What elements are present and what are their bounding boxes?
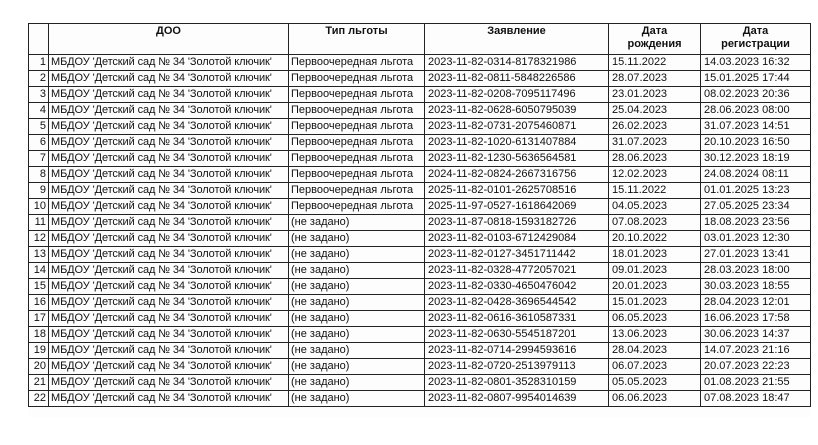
benefit-cell: Первоочередная льгота xyxy=(289,55,425,71)
header-doo: ДОО xyxy=(49,24,289,55)
birth-date-cell: 04.05.2023 xyxy=(609,199,701,215)
birth-date-cell: 25.04.2023 xyxy=(609,103,701,119)
row-number: 17 xyxy=(29,311,49,327)
doo-cell: МБДОУ 'Детский сад № 34 'Золотой ключик' xyxy=(49,55,289,71)
benefit-cell: Первоочередная льгота xyxy=(289,87,425,103)
birth-date-cell: 06.06.2023 xyxy=(609,391,701,407)
registration-date-cell: 15.01.2025 17:44 xyxy=(701,71,811,87)
registration-date-cell: 08.02.2023 20:36 xyxy=(701,87,811,103)
doo-cell: МБДОУ 'Детский сад № 34 'Золотой ключик' xyxy=(49,151,289,167)
doo-cell: МБДОУ 'Детский сад № 34 'Золотой ключик' xyxy=(49,263,289,279)
application-cell: 2025-11-82-0101-2625708516 xyxy=(425,183,609,199)
registration-date-cell: 01.08.2023 21:55 xyxy=(701,375,811,391)
application-cell: 2023-11-82-0616-3610587331 xyxy=(425,311,609,327)
registration-date-cell: 28.06.2023 08:00 xyxy=(701,103,811,119)
doo-cell: МБДОУ 'Детский сад № 34 'Золотой ключик' xyxy=(49,343,289,359)
registration-date-cell: 30.12.2023 18:19 xyxy=(701,151,811,167)
table-row xyxy=(29,103,811,119)
row-number: 4 xyxy=(29,103,49,119)
application-cell: 2023-11-82-0328-4772057021 xyxy=(425,263,609,279)
table-row xyxy=(29,343,811,359)
registration-date-cell: 28.03.2023 18:00 xyxy=(701,263,811,279)
registration-date-cell: 18.08.2023 23:56 xyxy=(701,215,811,231)
row-number: 20 xyxy=(29,359,49,375)
birth-date-cell: 18.01.2023 xyxy=(609,247,701,263)
doo-cell: МБДОУ 'Детский сад № 34 'Золотой ключик' xyxy=(49,183,289,199)
registration-date-cell: 14.07.2023 21:16 xyxy=(701,343,811,359)
application-cell: 2023-11-82-0807-9954014639 xyxy=(425,391,609,407)
registration-date-cell: 01.01.2025 13:23 xyxy=(701,183,811,199)
header-registration-date xyxy=(701,24,811,55)
row-number: 6 xyxy=(29,135,49,151)
doo-cell: МБДОУ 'Детский сад № 34 'Золотой ключик' xyxy=(49,215,289,231)
table-row xyxy=(29,71,811,87)
doo-cell: МБДОУ 'Детский сад № 34 'Золотой ключик' xyxy=(49,327,289,343)
registration-date-cell: 07.08.2023 18:47 xyxy=(701,391,811,407)
benefit-cell: (не задано) xyxy=(289,215,425,231)
birth-date-cell: 09.01.2023 xyxy=(609,263,701,279)
doo-cell: МБДОУ 'Детский сад № 34 'Золотой ключик' xyxy=(49,391,289,407)
application-cell: 2023-11-82-0811-5848226586 xyxy=(425,71,609,87)
birth-date-cell: 20.01.2023 xyxy=(609,279,701,295)
birth-date-cell: 06.07.2023 xyxy=(609,359,701,375)
application-cell: 2023-11-82-0714-2994593616 xyxy=(425,343,609,359)
doo-cell: МБДОУ 'Детский сад № 34 'Золотой ключик' xyxy=(49,135,289,151)
birth-date-cell: 20.10.2022 xyxy=(609,231,701,247)
benefit-cell: Первоочередная льгота xyxy=(289,71,425,87)
table-row xyxy=(29,135,811,151)
application-cell: 2023-11-82-0630-5545187201 xyxy=(425,327,609,343)
table-row xyxy=(29,247,811,263)
row-number: 21 xyxy=(29,375,49,391)
doo-cell: МБДОУ 'Детский сад № 34 'Золотой ключик' xyxy=(49,375,289,391)
header-application: Заявление xyxy=(425,24,609,55)
table-row xyxy=(29,279,811,295)
application-cell: 2023-11-82-1230-5636564581 xyxy=(425,151,609,167)
birth-date-cell: 15.11.2022 xyxy=(609,183,701,199)
birth-date-cell: 13.06.2023 xyxy=(609,327,701,343)
table-row xyxy=(29,391,811,407)
benefit-cell: Первоочередная льгота xyxy=(289,167,425,183)
doo-cell: МБДОУ 'Детский сад № 34 'Золотой ключик' xyxy=(49,199,289,215)
birth-date-cell: 28.04.2023 xyxy=(609,343,701,359)
registration-date-cell: 27.05.2025 23:34 xyxy=(701,199,811,215)
birth-date-cell: 31.07.2023 xyxy=(609,135,701,151)
row-number: 2 xyxy=(29,71,49,87)
table-row xyxy=(29,263,811,279)
application-cell: 2024-11-82-0824-2667316756 xyxy=(425,167,609,183)
row-number: 22 xyxy=(29,391,49,407)
row-number: 5 xyxy=(29,119,49,135)
birth-date-cell: 06.05.2023 xyxy=(609,311,701,327)
row-number: 3 xyxy=(29,87,49,103)
row-number: 8 xyxy=(29,167,49,183)
application-cell: 2023-11-87-0818-1593182726 xyxy=(425,215,609,231)
application-cell: 2023-11-82-0330-4650476042 xyxy=(425,279,609,295)
application-cell: 2023-11-82-0208-7095117496 xyxy=(425,87,609,103)
birth-date-cell: 15.11.2022 xyxy=(609,55,701,71)
queue-table xyxy=(28,23,811,407)
benefit-cell: (не задано) xyxy=(289,375,425,391)
header-birth-line2: рождения xyxy=(627,38,682,50)
doo-cell: МБДОУ 'Детский сад № 34 'Золотой ключик' xyxy=(49,71,289,87)
birth-date-cell: 12.02.2023 xyxy=(609,167,701,183)
benefit-cell: Первоочередная льгота xyxy=(289,151,425,167)
benefit-cell: (не задано) xyxy=(289,231,425,247)
header-birth-line1: Дата xyxy=(641,25,668,37)
benefit-cell: Первоочередная льгота xyxy=(289,103,425,119)
registration-date-cell: 03.01.2023 12:30 xyxy=(701,231,811,247)
birth-date-cell: 07.08.2023 xyxy=(609,215,701,231)
application-cell: 2023-11-82-1020-6131407884 xyxy=(425,135,609,151)
table-row xyxy=(29,119,811,135)
row-number: 13 xyxy=(29,247,49,263)
table-row xyxy=(29,311,811,327)
table-row xyxy=(29,183,811,199)
header-benefit: Тип льготы xyxy=(289,24,425,55)
row-number: 18 xyxy=(29,327,49,343)
benefit-cell: (не задано) xyxy=(289,343,425,359)
row-number: 10 xyxy=(29,199,49,215)
benefit-cell: (не задано) xyxy=(289,279,425,295)
table-row xyxy=(29,55,811,71)
row-number: 1 xyxy=(29,55,49,71)
benefit-cell: (не задано) xyxy=(289,295,425,311)
application-cell: 2023-11-82-0731-2075460871 xyxy=(425,119,609,135)
registration-date-cell: 30.06.2023 14:37 xyxy=(701,327,811,343)
doo-cell: МБДОУ 'Детский сад № 34 'Золотой ключик' xyxy=(49,247,289,263)
table-row xyxy=(29,199,811,215)
benefit-cell: (не задано) xyxy=(289,247,425,263)
registration-date-cell: 16.06.2023 17:58 xyxy=(701,311,811,327)
table-row xyxy=(29,87,811,103)
benefit-cell: Первоочередная льгота xyxy=(289,119,425,135)
table-header-row xyxy=(29,24,811,55)
birth-date-cell: 28.07.2023 xyxy=(609,71,701,87)
row-number: 16 xyxy=(29,295,49,311)
registration-date-cell: 14.03.2023 16:32 xyxy=(701,55,811,71)
application-cell: 2023-11-82-0801-3528310159 xyxy=(425,375,609,391)
application-cell: 2023-11-82-0314-8178321986 xyxy=(425,55,609,71)
birth-date-cell: 26.02.2023 xyxy=(609,119,701,135)
benefit-cell: (не задано) xyxy=(289,311,425,327)
application-cell: 2023-11-82-0127-3451711442 xyxy=(425,247,609,263)
application-cell: 2023-11-82-0628-6050795039 xyxy=(425,103,609,119)
application-cell: 2023-11-82-0720-2513979113 xyxy=(425,359,609,375)
doo-cell: МБДОУ 'Детский сад № 34 'Золотой ключик' xyxy=(49,311,289,327)
benefit-cell: Первоочередная льгота xyxy=(289,183,425,199)
table-row xyxy=(29,151,811,167)
doo-cell: МБДОУ 'Детский сад № 34 'Золотой ключик' xyxy=(49,295,289,311)
doo-cell: МБДОУ 'Детский сад № 34 'Золотой ключик' xyxy=(49,279,289,295)
doo-cell: МБДОУ 'Детский сад № 34 'Золотой ключик' xyxy=(49,87,289,103)
row-number: 15 xyxy=(29,279,49,295)
table-row xyxy=(29,295,811,311)
header-reg-line1: Дата xyxy=(742,25,769,37)
benefit-cell: Первоочередная льгота xyxy=(289,199,425,215)
registration-date-cell: 24.08.2024 08:11 xyxy=(701,167,811,183)
row-number: 11 xyxy=(29,215,49,231)
doo-cell: МБДОУ 'Детский сад № 34 'Золотой ключик' xyxy=(49,119,289,135)
table-row xyxy=(29,375,811,391)
row-number: 9 xyxy=(29,183,49,199)
doo-cell: МБДОУ 'Детский сад № 34 'Золотой ключик' xyxy=(49,103,289,119)
birth-date-cell: 15.01.2023 xyxy=(609,295,701,311)
header-num xyxy=(29,24,49,55)
row-number: 12 xyxy=(29,231,49,247)
table-row xyxy=(29,231,811,247)
registration-date-cell: 30.03.2023 18:55 xyxy=(701,279,811,295)
doo-cell: МБДОУ 'Детский сад № 34 'Золотой ключик' xyxy=(49,359,289,375)
doo-cell: МБДОУ 'Детский сад № 34 'Золотой ключик' xyxy=(49,231,289,247)
application-cell: 2023-11-82-0103-6712429084 xyxy=(425,231,609,247)
benefit-cell: (не задано) xyxy=(289,359,425,375)
birth-date-cell: 28.06.2023 xyxy=(609,151,701,167)
row-number: 7 xyxy=(29,151,49,167)
benefit-cell: Первоочередная льгота xyxy=(289,135,425,151)
registration-date-cell: 20.10.2023 16:50 xyxy=(701,135,811,151)
benefit-cell: (не задано) xyxy=(289,263,425,279)
table-row xyxy=(29,215,811,231)
registration-date-cell: 27.01.2023 13:41 xyxy=(701,247,811,263)
birth-date-cell: 05.05.2023 xyxy=(609,375,701,391)
benefit-cell: (не задано) xyxy=(289,327,425,343)
table-row xyxy=(29,327,811,343)
header-reg-line2: регистрации xyxy=(721,38,790,50)
header-birth-date xyxy=(609,24,701,55)
doo-cell: МБДОУ 'Детский сад № 34 'Золотой ключик' xyxy=(49,167,289,183)
registration-date-cell: 31.07.2023 14:51 xyxy=(701,119,811,135)
queue-table-sheet xyxy=(28,23,810,417)
table-row xyxy=(29,359,811,375)
application-cell: 2025-11-97-0527-1618642069 xyxy=(425,199,609,215)
registration-date-cell: 28.04.2023 12:01 xyxy=(701,295,811,311)
table-row xyxy=(29,167,811,183)
row-number: 19 xyxy=(29,343,49,359)
application-cell: 2023-11-82-0428-3696544542 xyxy=(425,295,609,311)
birth-date-cell: 23.01.2023 xyxy=(609,87,701,103)
benefit-cell: (не задано) xyxy=(289,391,425,407)
registration-date-cell: 20.07.2023 22:23 xyxy=(701,359,811,375)
row-number: 14 xyxy=(29,263,49,279)
